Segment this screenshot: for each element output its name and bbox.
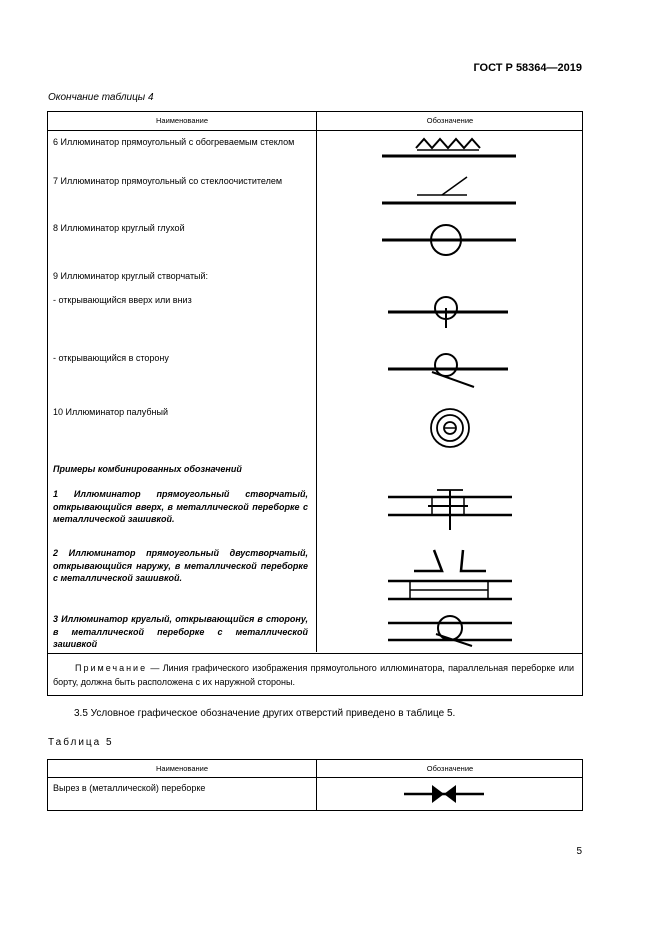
table-4-caption: Окончание таблицы 4 <box>48 92 154 103</box>
standard-designation: ГОСТ Р 58364—2019 <box>473 62 582 74</box>
column-header-name: Наименование <box>156 764 208 773</box>
table-5-caption: Таблица 5 <box>48 737 114 748</box>
header-divider <box>48 130 582 131</box>
combo-rect-double-icon <box>388 545 512 603</box>
row-name-10: 10 Иллюминатор палубный <box>53 407 169 417</box>
column-header-symbol: Обозначение <box>426 764 474 773</box>
note-label: Примечание <box>75 663 148 673</box>
row-name-9-up-down: - открывающийся вверх или вниз <box>53 295 192 305</box>
bulkhead-cutout-icon <box>404 782 484 806</box>
column-header-symbol: Обозначение <box>426 116 474 125</box>
row-name-9: 9 Иллюминатор круглый створчатый: <box>53 271 209 281</box>
column-header-name: Наименование <box>156 116 208 125</box>
round-opening-up-down-icon <box>388 292 508 332</box>
row-name-9-side: - открывающийся в сторону <box>53 353 169 363</box>
column-divider <box>316 112 317 652</box>
row-name-6: 6 Иллюминатор прямоугольный с обогреваемым стеклом <box>53 137 295 147</box>
note-text: — Линия графического изображения прямоугольного иллюминатора, параллельная переборке или борту, должна быть расположена с их наружной стороны. <box>53 663 574 687</box>
header-divider <box>48 777 582 778</box>
note-divider <box>48 653 582 654</box>
combo-name-1: 1 Иллюминатор прямоугольный створчатый, открывающийся вверх, в металлической переборке с металлической зашивкой. <box>53 489 308 524</box>
combined-examples-heading: Примеры комбинированных обозначений <box>53 464 242 474</box>
combo-round-side-icon <box>388 612 512 648</box>
wiper-rect-porthole-icon <box>382 174 516 208</box>
row-name-7: 7 Иллюминатор прямоугольный со стеклоочистителем <box>53 176 283 186</box>
row-name-8: 8 Иллюминатор круглый глухой <box>53 223 185 233</box>
deck-porthole-icon <box>426 406 476 450</box>
page-number: 5 <box>576 846 582 857</box>
cutout-row-name: Вырез в (металлической) переборке <box>53 783 206 793</box>
table-5 <box>47 759 583 811</box>
combo-name-2: 2 Иллюминатор прямоугольный двустворчатый, открывающийся наружу, в металлической переборке с металлической зашивкой. <box>53 548 308 583</box>
combo-rect-up-icon <box>388 486 512 532</box>
heated-rect-porthole-icon <box>382 134 516 160</box>
paragraph-3-5: 3.5 Условное графическое обозначение других отверстий приведено в таблице 5. <box>74 708 456 719</box>
table-4 <box>47 111 583 696</box>
round-fixed-porthole-icon <box>382 222 516 258</box>
combo-name-3: 3 Иллюминатор круглый, открывающийся в сторону, в металлической переборке с металлической зашивкой <box>53 614 308 649</box>
round-opening-side-icon <box>388 348 508 388</box>
